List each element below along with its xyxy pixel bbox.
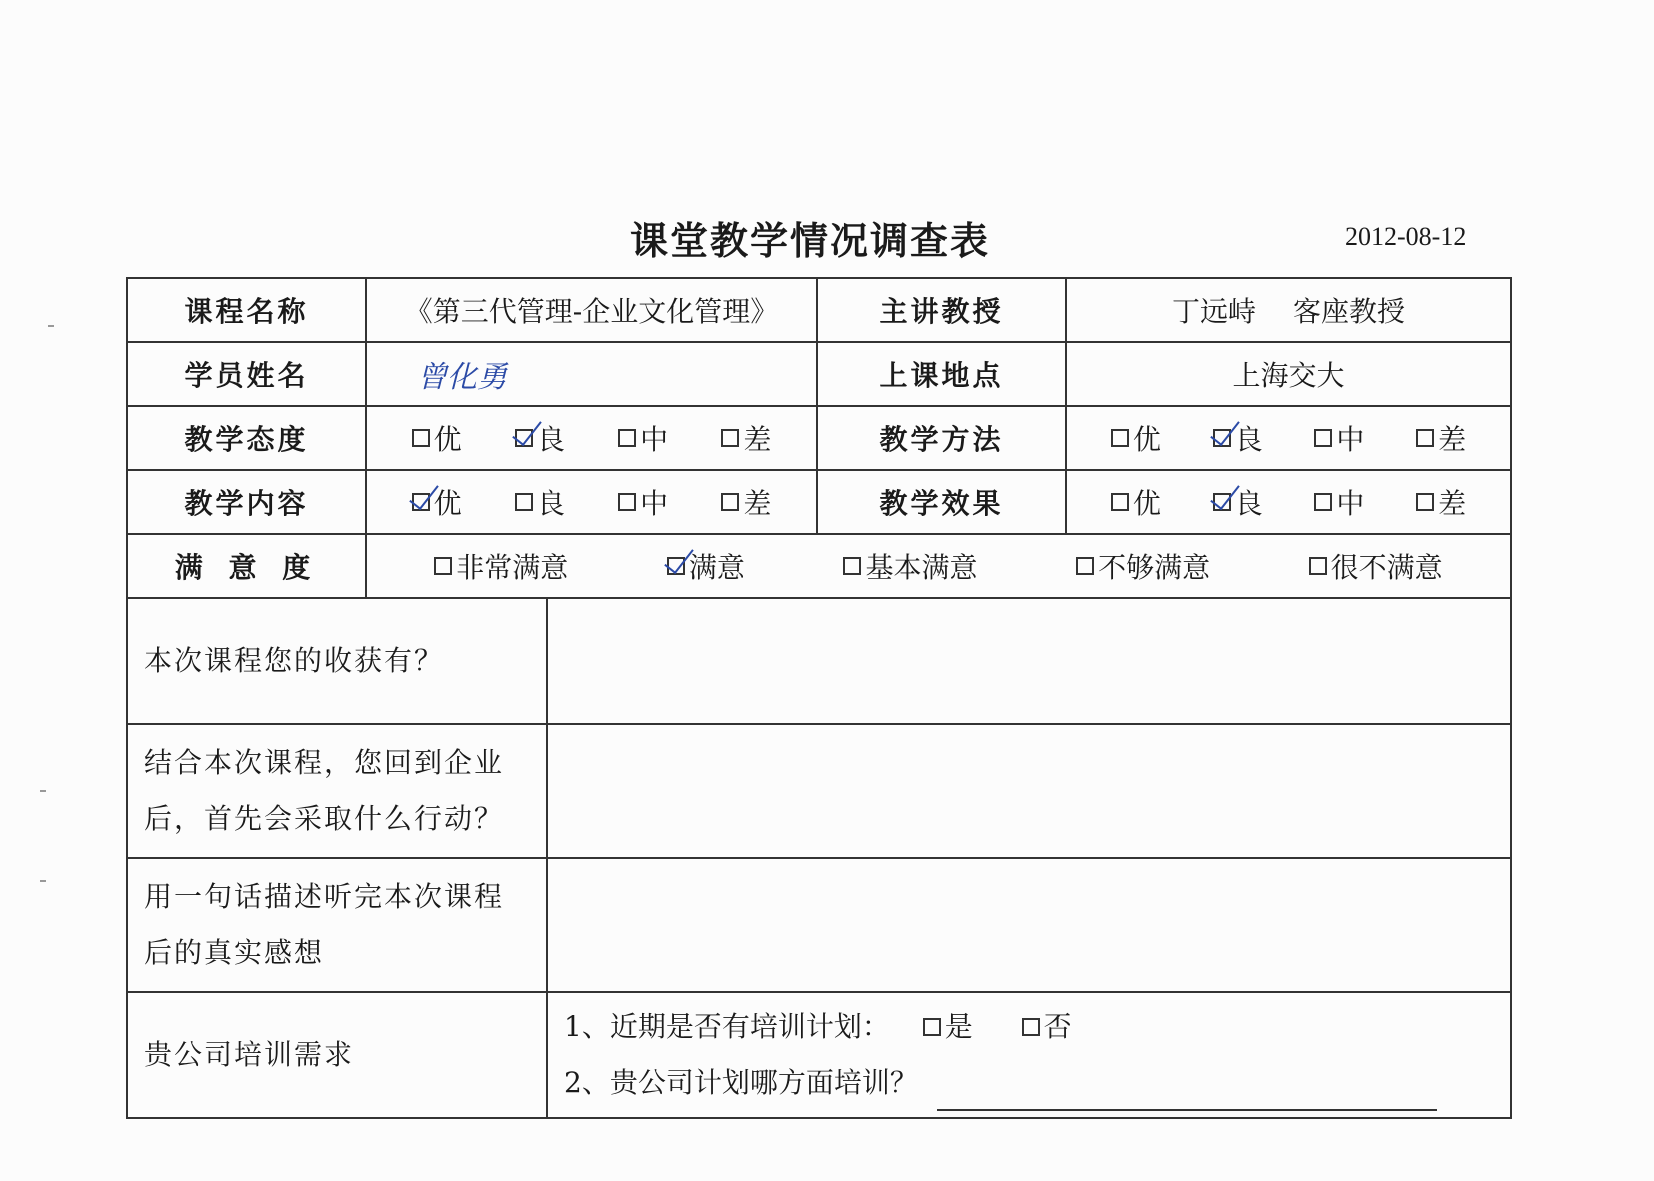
option-label: 中 bbox=[1336, 423, 1365, 456]
checkbox-option[interactable] bbox=[412, 418, 462, 458]
option-label: 否 bbox=[1043, 1010, 1072, 1043]
option-label: 中 bbox=[1336, 487, 1365, 520]
method-options bbox=[1067, 418, 1510, 458]
feeling-answer-field[interactable] bbox=[547, 858, 1511, 992]
course-name-value: 《第三代管理-企业文化管理》 bbox=[366, 278, 817, 342]
satisfaction-label: 满 意 度 bbox=[127, 534, 366, 598]
checked-checkbox[interactable] bbox=[412, 493, 430, 511]
harvest-answer-field[interactable] bbox=[547, 598, 1511, 724]
checkbox-option[interactable] bbox=[412, 482, 462, 522]
location-label: 上课地点 bbox=[817, 342, 1066, 406]
checkbox-option[interactable] bbox=[515, 418, 565, 458]
checkbox-option[interactable] bbox=[1111, 482, 1161, 522]
effect-label: 教学效果 bbox=[817, 470, 1066, 534]
option-label: 很不满意 bbox=[1330, 551, 1443, 584]
checked-checkbox[interactable] bbox=[667, 557, 685, 575]
option-label: 中 bbox=[640, 487, 669, 520]
rating-row bbox=[127, 470, 1511, 534]
checkbox-option[interactable] bbox=[1314, 418, 1364, 458]
training-area-question bbox=[564, 1055, 1494, 1111]
checkbox-option[interactable] bbox=[1111, 418, 1161, 458]
option-label: 差 bbox=[1438, 423, 1467, 456]
action-question-line: 结合本次课程，您回到企业 bbox=[144, 746, 505, 779]
option-label: 是 bbox=[944, 1010, 973, 1043]
option-label: 差 bbox=[1438, 487, 1467, 520]
training-needs-label: 贵公司培训需求 bbox=[127, 992, 547, 1118]
rating-row bbox=[127, 406, 1511, 470]
satisfaction-row bbox=[127, 534, 1511, 598]
option-label: 差 bbox=[743, 487, 772, 520]
checkbox[interactable] bbox=[412, 429, 430, 447]
checkbox-option[interactable] bbox=[1213, 418, 1263, 458]
checkbox-option[interactable] bbox=[1314, 482, 1364, 522]
option-label: 良 bbox=[536, 487, 565, 520]
attitude-options bbox=[367, 418, 816, 458]
scan-speck bbox=[40, 790, 46, 792]
training-plan-text: 1、近期是否有培训计划： bbox=[564, 1010, 890, 1043]
student-row bbox=[127, 342, 1511, 406]
plan-no-option[interactable] bbox=[1022, 999, 1072, 1055]
training-plan-question bbox=[564, 999, 1494, 1055]
content-options bbox=[367, 482, 816, 522]
attitude-label: 教学态度 bbox=[127, 406, 366, 470]
feedback-table bbox=[126, 597, 1512, 1119]
checkbox[interactable] bbox=[1416, 429, 1434, 447]
instructor-label: 主讲教授 bbox=[817, 278, 1066, 342]
option-label: 基本满意 bbox=[865, 551, 978, 584]
option-label: 满意 bbox=[688, 551, 745, 584]
scan-speck bbox=[40, 880, 46, 882]
checkbox[interactable] bbox=[721, 429, 739, 447]
option-label: 差 bbox=[743, 423, 772, 456]
effect-options bbox=[1067, 482, 1510, 522]
plan-yes-option[interactable] bbox=[923, 999, 973, 1055]
checkbox-option[interactable] bbox=[721, 418, 771, 458]
option-label: 良 bbox=[1234, 423, 1263, 456]
course-name-label: 课程名称 bbox=[127, 278, 366, 342]
satisfaction-options bbox=[367, 546, 1510, 586]
course-row bbox=[127, 278, 1511, 342]
question-row bbox=[127, 858, 1511, 992]
ratings-table bbox=[126, 277, 1512, 599]
location-value: 上海交大 bbox=[1066, 342, 1511, 406]
checkbox[interactable] bbox=[1022, 1018, 1040, 1036]
option-label: 良 bbox=[1234, 487, 1263, 520]
checkbox-option[interactable] bbox=[434, 546, 568, 586]
option-label: 中 bbox=[640, 423, 669, 456]
content-label: 教学内容 bbox=[127, 470, 366, 534]
checked-checkbox[interactable] bbox=[1213, 429, 1231, 447]
checkbox[interactable] bbox=[1416, 493, 1434, 511]
option-label: 良 bbox=[536, 423, 565, 456]
question-row bbox=[127, 724, 1511, 858]
scan-speck bbox=[48, 325, 54, 327]
training-needs-row bbox=[127, 992, 1511, 1118]
option-label: 优 bbox=[1132, 423, 1161, 456]
checkbox-option[interactable] bbox=[1076, 546, 1210, 586]
training-area-blank[interactable] bbox=[937, 1079, 1437, 1111]
checkbox-option[interactable] bbox=[1416, 418, 1466, 458]
survey-form bbox=[126, 277, 1510, 1119]
option-label: 不够满意 bbox=[1098, 551, 1211, 584]
instructor-value: 丁远峙 客座教授 bbox=[1066, 278, 1511, 342]
option-label: 优 bbox=[433, 423, 462, 456]
checkbox[interactable] bbox=[434, 557, 452, 575]
option-label: 优 bbox=[433, 487, 462, 520]
checkbox[interactable] bbox=[1076, 557, 1094, 575]
checkbox-option[interactable] bbox=[618, 482, 668, 522]
checkbox[interactable] bbox=[923, 1018, 941, 1036]
checkbox[interactable] bbox=[1111, 429, 1129, 447]
option-label: 优 bbox=[1132, 487, 1161, 520]
action-question-line: 后，首先会采取什么行动？ bbox=[144, 802, 505, 835]
harvest-question: 本次课程您的收获有？ bbox=[127, 598, 547, 724]
option-label: 非常满意 bbox=[456, 551, 569, 584]
checkbox[interactable] bbox=[618, 429, 636, 447]
checkbox-option[interactable] bbox=[667, 546, 745, 586]
feeling-question-line: 后的真实感想 bbox=[144, 936, 325, 969]
method-label: 教学方法 bbox=[817, 406, 1066, 470]
checkbox[interactable] bbox=[843, 557, 861, 575]
form-date: 2012-08-12 bbox=[1345, 222, 1467, 251]
checkbox[interactable] bbox=[1314, 429, 1332, 447]
checkbox-option[interactable] bbox=[721, 482, 771, 522]
checkbox[interactable] bbox=[515, 493, 533, 511]
student-name-cell[interactable] bbox=[366, 342, 817, 406]
checked-checkbox[interactable] bbox=[515, 429, 533, 447]
checkbox[interactable] bbox=[1111, 493, 1129, 511]
student-name-label: 学员姓名 bbox=[127, 342, 366, 406]
form-title: 课堂教学情况调查表 bbox=[629, 219, 990, 263]
action-answer-field[interactable] bbox=[547, 724, 1511, 858]
checkbox[interactable] bbox=[1314, 493, 1332, 511]
training-area-text: 2、贵公司计划哪方面培训？ bbox=[564, 1066, 918, 1099]
checkbox[interactable] bbox=[721, 493, 739, 511]
handwritten-signature: 曾化勇 bbox=[417, 360, 507, 395]
checkbox-option[interactable] bbox=[843, 546, 977, 586]
checkbox-option[interactable] bbox=[1213, 482, 1263, 522]
checkbox-option[interactable] bbox=[1309, 546, 1443, 586]
checkbox-option[interactable] bbox=[1416, 482, 1466, 522]
checkbox-option[interactable] bbox=[618, 418, 668, 458]
question-row bbox=[127, 598, 1511, 724]
checkbox[interactable] bbox=[1309, 557, 1327, 575]
feeling-question-line: 用一句话描述听完本次课程 bbox=[144, 880, 505, 913]
checkbox[interactable] bbox=[618, 493, 636, 511]
checked-checkbox[interactable] bbox=[1213, 493, 1231, 511]
checkbox-option[interactable] bbox=[515, 482, 565, 522]
